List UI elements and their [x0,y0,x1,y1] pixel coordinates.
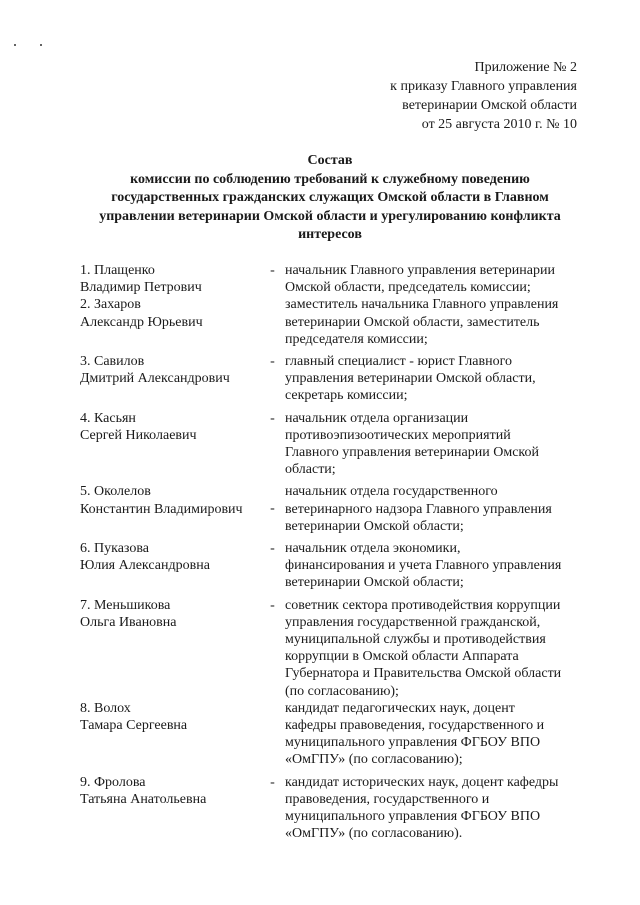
member-role-line: начальник отдела государственного [285,484,498,500]
member-name-line: 3. Савилов [80,354,145,370]
member-name-line: 6. Пуказова [80,541,150,557]
member-role-line: муниципального управления ФГБОУ ВПО [285,809,541,825]
member-role-line: заместитель начальника Главного управления [285,297,559,313]
member-role-line: «ОмГПУ» (по согласованию); [285,752,463,768]
member-role-line: секретарь комиссии; [285,388,408,404]
member-row [80,410,600,479]
member-role-line: начальник Главного управления ветеринарии [285,263,555,278]
member-role-line: муниципального управления ФГБОУ ВПО [285,735,541,751]
appendix-header [390,58,577,134]
member-role-line: области; [285,462,336,478]
appendix-line: ветеринарии Омской области [402,98,577,113]
member-role [285,597,600,700]
member-row [80,353,600,405]
member-name-line: 9. Фролова [80,774,146,790]
member-name [80,262,260,296]
member-row [80,700,600,769]
member-row [80,483,600,535]
member-row [80,774,600,843]
member-role-line: финансирования и учета Главного управления [285,558,562,574]
member-dash [260,700,285,769]
member-role-line: (по согласованию); [285,683,399,699]
member-role-line: председателя комиссии; [285,331,428,347]
member-name [80,296,260,348]
member-name [80,483,260,535]
member-row [80,296,600,348]
member-role [285,296,600,348]
member-name [80,700,260,769]
member-role-line: главный специалист - юрист Главного [285,354,512,370]
member-name-line: 7. Меньшикова [80,597,171,613]
member-role [285,483,600,535]
member-row [80,540,600,592]
member-row [80,262,600,296]
member-dash [260,296,285,348]
member-dash: - [270,541,275,557]
scan-speck [40,44,42,46]
member-role [285,540,600,592]
member-dash: - [270,597,275,613]
title-line: интересов [298,227,362,242]
member-name [80,353,260,405]
member-role-line: управления государственной гражданской, [285,614,541,630]
member-role-line: кандидат педагогических наук, доцент [285,700,515,716]
member-role-line: Главного управления ветеринарии Омской [285,445,540,461]
appendix-line: Приложение № 2 [474,60,577,75]
member-role-line: правоведения, государственного и [285,791,490,807]
member-dash: - [270,501,275,517]
member-dash: - [270,774,275,790]
member-name-line: Юлия Александровна [80,558,210,574]
member-name-line: Константин Владимирович [80,501,243,517]
member-role-line: муниципальной службы и противодействия [285,632,546,648]
member-role-line: Омской области, председатель комиссии; [285,280,531,296]
member-name-line: Татьяна Анатольевна [80,791,207,807]
document-title [60,152,600,245]
appendix-line: от 25 августа 2010 г. № 10 [421,117,577,132]
member-role-line: кандидат исторических наук, доцент кафедры [285,774,559,790]
member-name-line: Ольга Ивановна [80,614,177,630]
member-name [80,597,260,700]
commission-member-list [80,262,600,843]
member-dash: - [270,354,275,370]
member-role-line: кафедры правоведения, государственного и [285,718,545,734]
member-name-line: 5. Околелов [80,484,151,500]
member-role [285,410,600,479]
member-name-line: Тамара Сергеевна [80,718,188,734]
appendix-line: к приказу Главного управления [390,79,577,94]
member-role [285,353,600,405]
member-role-line: ветеринарного надзора Главного управления [285,501,552,517]
member-dash: - [270,410,275,426]
member-role-line: ветеринарии Омской области, заместитель [285,314,540,330]
member-role-line: «ОмГПУ» (по согласованию). [285,826,463,842]
title-line: государственных гражданских служащих Омской области в Главном [111,190,549,205]
member-name-line: 2. Захаров [80,297,141,313]
member-role-line: противоэпизоотических мероприятий [285,427,511,443]
member-role-line: коррупции в Омской области Аппарата [285,649,519,665]
member-role [285,774,600,843]
member-role-line: начальник отдела организации [285,410,469,426]
member-name [80,410,260,479]
member-role-line: начальник отдела экономики, [285,541,461,557]
member-name [80,774,260,843]
scan-speck [14,44,16,46]
member-name-line: 8. Волох [80,700,131,716]
member-role-line: ветеринарии Омской области; [285,518,464,534]
member-name-line: Сергей Николаевич [80,427,197,443]
title-line: управлении ветеринарии Омской области и урегулированию конфликта [99,208,561,224]
member-name-line: 4. Касьян [80,410,136,426]
member-name-line: 1. Плащенко [80,263,155,278]
member-name [80,540,260,592]
member-name-line: Владимир Петрович [80,280,202,296]
member-role-line: советник сектора противодействия коррупции [285,597,561,613]
title-line: комиссии по соблюдению требований к служебному поведению [130,171,530,187]
member-name-line: Дмитрий Александрович [80,371,230,387]
title-line: Состав [307,153,353,168]
member-name-line: Александр Юрьевич [80,314,203,330]
member-role-line: управления ветеринарии Омской области, [285,371,536,387]
member-row [80,597,600,700]
member-role-line: ветеринарии Омской области; [285,575,464,591]
member-dash: - [270,263,275,278]
member-role [285,700,600,769]
member-role-line: Губернатора и Правительства Омской области [285,666,562,682]
member-role [285,262,600,296]
